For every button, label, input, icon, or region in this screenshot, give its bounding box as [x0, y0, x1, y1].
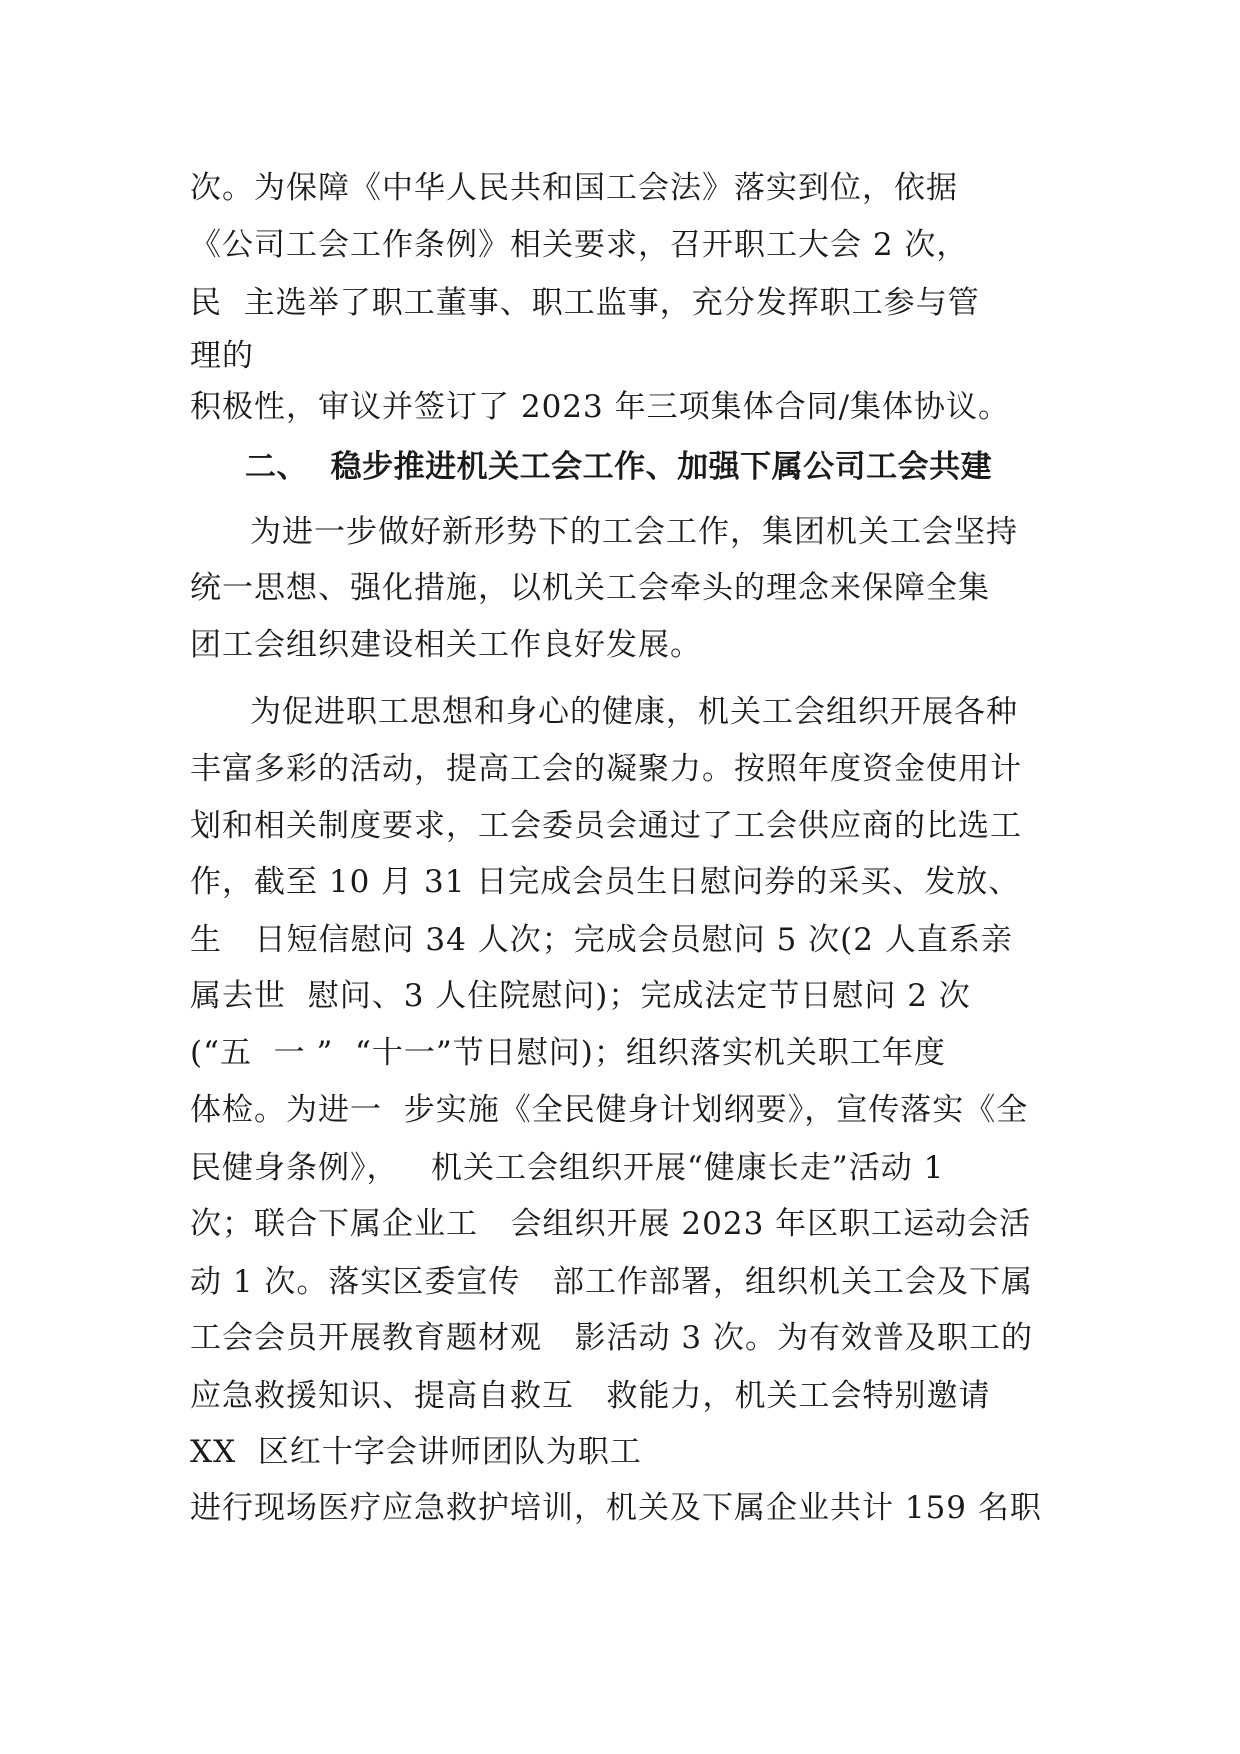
text-line: 为促进职工思想和身心的健康，机关工会组织开展各种	[250, 694, 1018, 730]
text-line: 作，截至 10 月 31 日完成会员生日慰问券的采买、发放、	[190, 864, 1021, 900]
text-line: 属去世 慰问、3 人住院慰问)；完成法定节日慰问 2 次	[190, 978, 971, 1014]
text-line: 动 1 次。落实区委宣传 部工作部署，组织机关工会及下属	[190, 1264, 1033, 1300]
text-line: 划和相关制度要求，工会委员会通过了工会供应商的比选工	[190, 808, 1022, 844]
text-line: 理的	[190, 338, 254, 374]
text-line: 生 日短信慰问 34 人次；完成会员慰问 5 次(2 人直系亲	[190, 922, 1013, 958]
text-line: 进行现场医疗应急救护培训，机关及下属企业共计 159 名职	[190, 1490, 1042, 1526]
text-line: 统一思想、强化措施，以机关工会牵头的理念来保障全集	[190, 570, 990, 606]
text-line: 应急救援知识、提高自救互 救能力，机关工会特别邀请	[190, 1378, 991, 1414]
text-line: XX 区红十字会讲师团队为职工	[190, 1434, 642, 1470]
text-line: 民健身条例》， 机关工会组织开展“健康长走”活动 1	[190, 1150, 945, 1186]
text-line: 体检。为进一 步实施《全民健身计划纲要》，宣传落实《全	[190, 1092, 1029, 1128]
text-line: 民 主选举了职工董事、职工监事，充分发挥职工参与管	[190, 285, 980, 321]
text-line: 次；联合下属企业工 会组织开展 2023 年区职工运动会活	[190, 1206, 1032, 1242]
text-line: 次。为保障《中华人民共和国工会法》落实到位，依据	[190, 170, 958, 206]
text-line: 为进一步做好新形势下的工会工作，集团机关工会坚持	[250, 514, 1018, 550]
section-heading: 二、 稳步推进机关工会工作、加强下属公司工会共建	[245, 449, 993, 485]
text-line: 丰富多彩的活动，提高工会的凝聚力。按照年度资金使用计	[190, 751, 1022, 787]
text-line: (“五 一 ” “十一”节日慰问)；组织落实机关职工年度	[190, 1035, 946, 1071]
text-line: 《公司工会工作条例》相关要求，召开职工大会 2 次，	[190, 227, 969, 263]
text-line: 团工会组织建设相关工作良好发展。	[190, 627, 702, 663]
text-line: 积极性，审议并签订了 2023 年三项集体合同/集体协议。	[190, 389, 1011, 425]
text-line: 工会会员开展教育题材观 影活动 3 次。为有效普及职工的	[190, 1320, 1033, 1356]
